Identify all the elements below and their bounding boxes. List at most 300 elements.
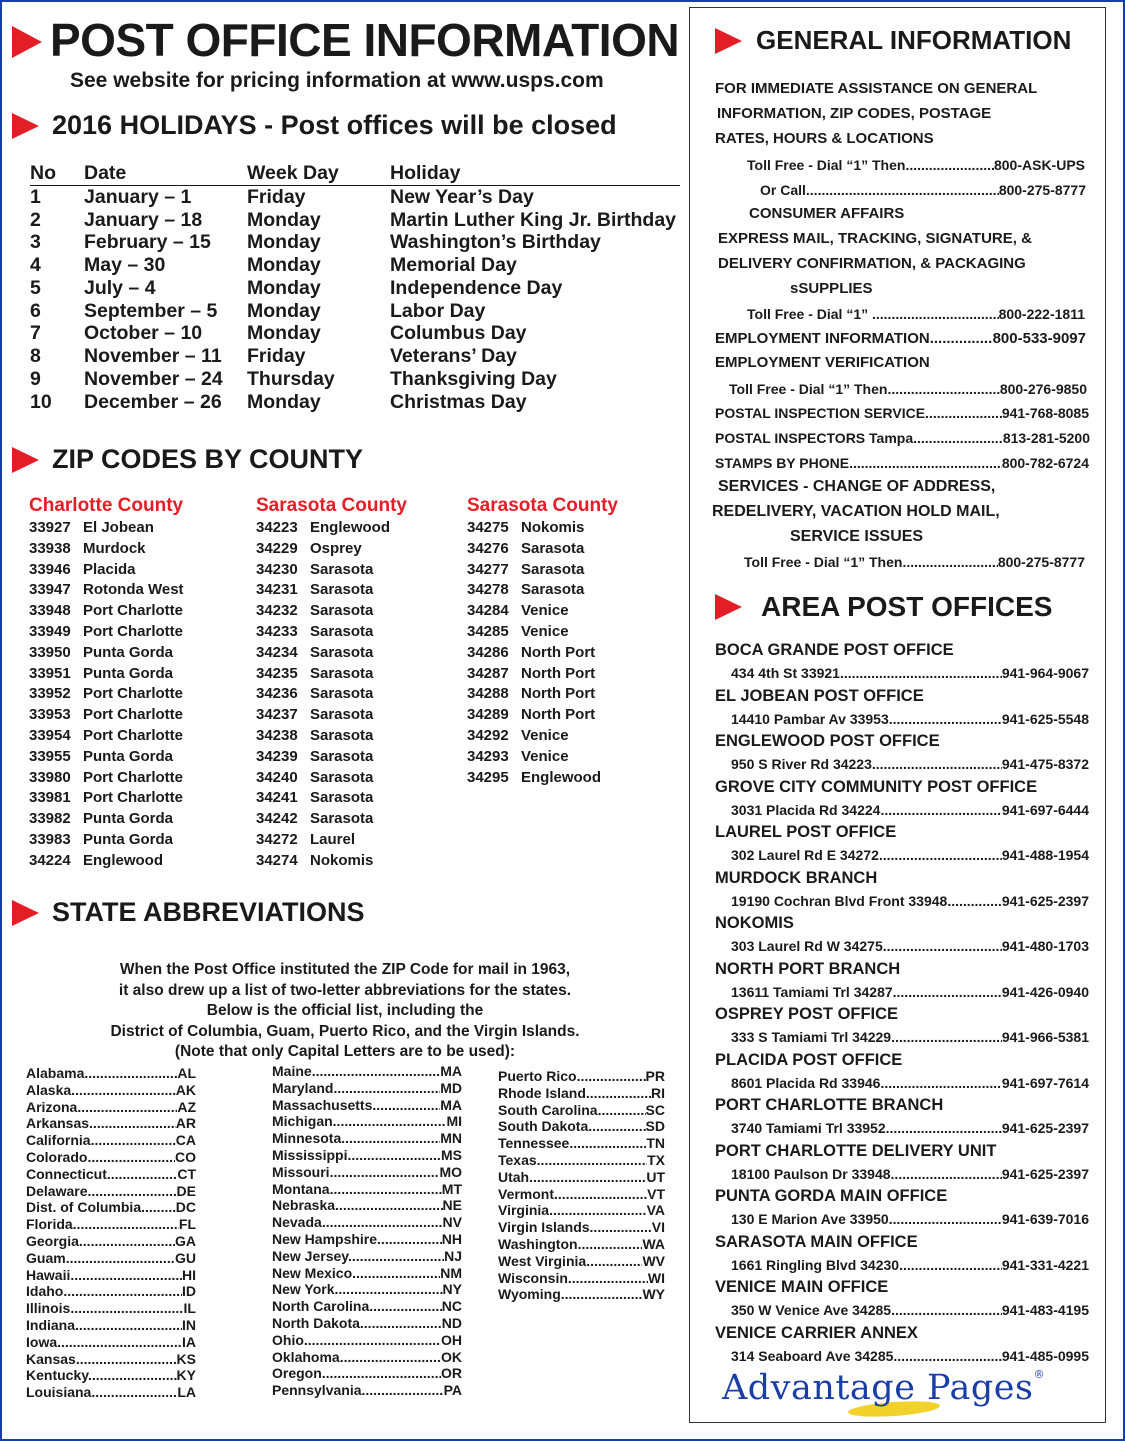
office-phone: 941-625-5548 bbox=[1001, 710, 1089, 727]
holiday-weekday: Friday bbox=[247, 345, 306, 368]
state-row bbox=[498, 1085, 665, 1102]
holiday-no: 2 bbox=[30, 208, 41, 231]
zip-city: Sarasota bbox=[310, 768, 374, 786]
state-name: Iowa ..... bbox=[26, 1334, 182, 1351]
holiday-name: Independence Day bbox=[390, 276, 563, 299]
state-name: Missouri ..... bbox=[272, 1164, 439, 1181]
office-name: GROVE CITY COMMUNITY POST OFFICE bbox=[715, 777, 1038, 796]
state-abbr: TX bbox=[647, 1151, 665, 1168]
holiday-no: 5 bbox=[30, 276, 41, 299]
registered-mark: ® bbox=[1033, 1368, 1045, 1381]
state-abbr: MN bbox=[440, 1130, 462, 1147]
state-name: Massachusetts ..... bbox=[272, 1097, 440, 1114]
zip-code: 33947 bbox=[29, 581, 71, 599]
state-name: Vermont ..... bbox=[498, 1186, 647, 1203]
zip-row bbox=[467, 706, 618, 727]
zip-code: 33951 bbox=[29, 664, 71, 682]
general-line: SERVICE ISSUES bbox=[790, 528, 924, 545]
state-abbr: AK bbox=[175, 1081, 196, 1098]
zip-city: Sarasota bbox=[521, 539, 585, 557]
state-abbr: WI bbox=[647, 1269, 665, 1286]
state-abbr: MS bbox=[441, 1146, 462, 1163]
zip-row bbox=[467, 623, 618, 644]
contact-number: 800-275-8777 bbox=[998, 182, 1086, 198]
office-name: SARASOTA MAIN OFFICE bbox=[715, 1232, 918, 1251]
office-name: NORTH PORT BRANCH bbox=[715, 959, 901, 978]
state-name: Utah ..... bbox=[498, 1169, 646, 1186]
zip-city: Sarasota bbox=[521, 581, 585, 599]
holiday-date: September – 5 bbox=[84, 299, 218, 322]
zip-code: 34277 bbox=[467, 560, 509, 578]
column-header: Holiday bbox=[390, 161, 461, 184]
general-line: EMPLOYMENT VERIFICATION bbox=[715, 354, 930, 371]
zip-city: Murdock bbox=[83, 539, 146, 557]
office-address-row bbox=[731, 1302, 1089, 1318]
zip-code: 34286 bbox=[467, 643, 509, 661]
state-name: Rhode Island ..... bbox=[498, 1085, 651, 1102]
state-name: North Carolina ..... bbox=[272, 1298, 442, 1315]
table-row bbox=[30, 209, 680, 232]
state-name: Hawaii ..... bbox=[26, 1267, 182, 1284]
state-row bbox=[272, 1164, 462, 1181]
state-abbr: RI bbox=[651, 1084, 665, 1101]
zip-row bbox=[467, 665, 618, 686]
contact-row bbox=[729, 381, 1087, 397]
zip-city: Sarasota bbox=[310, 789, 374, 807]
office-address: 1661 Ringling Blvd 34230 ..... bbox=[731, 1257, 1002, 1273]
office-address-row bbox=[731, 1120, 1089, 1136]
zip-code: 34229 bbox=[256, 539, 298, 557]
zip-code: 33946 bbox=[29, 560, 71, 578]
state-abbr: AL bbox=[177, 1065, 196, 1081]
holiday-no: 6 bbox=[30, 299, 41, 322]
state-abbr: HI bbox=[182, 1266, 196, 1283]
table-row bbox=[30, 300, 680, 323]
zip-city: Port Charlotte bbox=[83, 602, 184, 620]
state-abbr: SD bbox=[645, 1118, 665, 1135]
holiday-name: Martin Luther King Jr. Birthday bbox=[390, 208, 677, 231]
zip-code: 33949 bbox=[29, 622, 71, 640]
zip-code: 34233 bbox=[256, 622, 298, 640]
holiday-date: October – 10 bbox=[84, 322, 203, 345]
table-row bbox=[30, 254, 680, 277]
office-address: 19190 Cochran Blvd Front 33948 ..... bbox=[731, 893, 1002, 909]
state-row bbox=[26, 1384, 196, 1401]
state-abbr: FL bbox=[178, 1216, 196, 1233]
zip-code: 34223 bbox=[256, 519, 298, 536]
office-name: EL JOBEAN POST OFFICE bbox=[715, 686, 924, 705]
contact-label: EMPLOYMENT INFORMATION ..... bbox=[715, 330, 993, 347]
zip-row bbox=[256, 769, 407, 790]
state-name: Oklahoma ..... bbox=[272, 1349, 441, 1366]
office-address-row bbox=[731, 1029, 1089, 1045]
holiday-weekday: Monday bbox=[247, 390, 321, 413]
zip-code: 34241 bbox=[256, 789, 298, 807]
office-address-row bbox=[731, 1075, 1089, 1091]
zip-row bbox=[467, 519, 618, 540]
area-offices-heading: AREA POST OFFICES bbox=[761, 591, 1053, 622]
state-row bbox=[26, 1065, 196, 1082]
state-row bbox=[26, 1082, 196, 1099]
zip-city: Sarasota bbox=[310, 581, 374, 599]
red-arrow-icon bbox=[12, 113, 39, 139]
state-name: Indiana ..... bbox=[26, 1317, 182, 1334]
zip-city: Punta Gorda bbox=[83, 664, 174, 682]
office-address-row bbox=[731, 984, 1089, 1000]
zip-code: 34236 bbox=[256, 685, 298, 703]
holiday-weekday: Thursday bbox=[247, 368, 335, 391]
state-row bbox=[26, 1183, 196, 1200]
state-abbr: OH bbox=[441, 1331, 462, 1348]
state-row bbox=[272, 1231, 462, 1248]
table-row bbox=[30, 368, 680, 391]
contact-number: 800-222-1811 bbox=[998, 306, 1085, 322]
contact-row bbox=[715, 405, 1089, 421]
general-line: sSUPPLIES bbox=[790, 280, 873, 297]
zip-code: 34238 bbox=[256, 726, 298, 744]
office-phone: 941-625-2397 bbox=[1001, 1165, 1089, 1182]
state-row bbox=[498, 1169, 665, 1186]
page-subtitle: See website for pricing information at www.usps.com bbox=[70, 69, 604, 92]
zip-code: 33981 bbox=[29, 789, 71, 807]
state-row bbox=[498, 1102, 665, 1119]
general-line: RATES, HOURS & LOCATIONS bbox=[715, 130, 934, 147]
zip-row bbox=[467, 748, 618, 769]
state-row bbox=[498, 1286, 665, 1303]
holidays-heading: 2016 HOLIDAYS - Post offices will be closed bbox=[52, 110, 617, 140]
zip-row bbox=[29, 810, 184, 831]
state-abbr: MA bbox=[440, 1063, 462, 1079]
zip-city: Nokomis bbox=[521, 519, 585, 536]
zip-row bbox=[29, 748, 184, 769]
zip-code: 34292 bbox=[467, 726, 509, 744]
red-arrow-icon bbox=[715, 594, 742, 620]
contact-number: 800-782-6724 bbox=[1001, 455, 1089, 471]
state-name: Alaska ..... bbox=[26, 1082, 176, 1099]
office-address: 434 4th St 33921 ..... bbox=[731, 665, 1002, 681]
office-address-row bbox=[731, 665, 1089, 681]
holiday-weekday: Monday bbox=[247, 208, 321, 231]
state-row bbox=[26, 1132, 196, 1149]
state-name: California ..... bbox=[26, 1132, 176, 1149]
state-abbr: NE bbox=[442, 1197, 462, 1214]
zip-code: 34285 bbox=[467, 622, 509, 640]
state-row bbox=[498, 1219, 665, 1236]
holiday-weekday: Monday bbox=[247, 299, 321, 322]
state-abbr: VA bbox=[646, 1202, 665, 1219]
intro-line: (Note that only Capital Letters are to be used): bbox=[174, 1043, 516, 1060]
office-name: LAUREL POST OFFICE bbox=[715, 823, 897, 841]
state-name: Puerto Rico ..... bbox=[498, 1068, 646, 1085]
office-phone: 941-331-4221 bbox=[1001, 1256, 1089, 1273]
state-row bbox=[272, 1181, 462, 1198]
zip-row bbox=[256, 810, 407, 831]
zip-city: Venice bbox=[521, 602, 569, 620]
state-name: Wyoming ..... bbox=[498, 1286, 642, 1303]
zip-row bbox=[467, 727, 618, 748]
office-name: PORT CHARLOTTE DELIVERY UNIT bbox=[715, 1141, 997, 1160]
state-name: Georgia ..... bbox=[26, 1233, 175, 1250]
zip-city: El Jobean bbox=[83, 519, 154, 536]
office-address-row bbox=[731, 893, 1089, 909]
zip-city: Port Charlotte bbox=[83, 726, 184, 744]
office-name: MURDOCK BRANCH bbox=[715, 868, 878, 887]
state-row bbox=[26, 1334, 196, 1351]
state-row bbox=[272, 1063, 462, 1080]
office-phone: 941-639-7016 bbox=[1001, 1211, 1089, 1227]
office-name: ENGLEWOOD POST OFFICE bbox=[715, 732, 940, 750]
office-phone: 941-964-9067 bbox=[1001, 665, 1089, 681]
states-column-1 bbox=[26, 1065, 196, 1401]
holiday-date: February – 15 bbox=[84, 231, 211, 254]
zip-row bbox=[256, 831, 407, 852]
contact-row bbox=[715, 430, 1090, 446]
state-name: Florida ..... bbox=[26, 1216, 179, 1233]
state-row bbox=[26, 1283, 196, 1300]
state-abbr: NY bbox=[442, 1281, 462, 1298]
state-abbr: OR bbox=[441, 1365, 462, 1382]
zip-city: Englewood bbox=[310, 519, 390, 536]
zip-code: 34235 bbox=[256, 664, 298, 682]
office-name: PORT CHARLOTTE BRANCH bbox=[715, 1096, 944, 1114]
states-heading: STATE ABBREVIATIONS bbox=[52, 897, 365, 927]
table-row bbox=[30, 391, 680, 414]
state-row bbox=[272, 1298, 462, 1315]
office-phone: 941-480-1703 bbox=[1001, 938, 1089, 954]
contact-number: 800-276-9850 bbox=[999, 381, 1087, 397]
state-name: Washington ..... bbox=[498, 1236, 642, 1253]
holiday-name: Memorial Day bbox=[390, 254, 517, 277]
holiday-name: Veterans’ Day bbox=[390, 345, 517, 368]
county-name: Sarasota County bbox=[467, 495, 618, 516]
state-name: Guam ..... bbox=[26, 1250, 175, 1267]
zip-row bbox=[256, 644, 407, 665]
zip-row bbox=[29, 727, 184, 748]
office-address: 314 Seaboard Ave 34285 ..... bbox=[731, 1348, 1002, 1364]
state-row bbox=[26, 1166, 196, 1183]
general-line: SERVICES - CHANGE OF ADDRESS, bbox=[718, 478, 996, 495]
zip-code: 34230 bbox=[256, 560, 298, 578]
holiday-no: 7 bbox=[30, 322, 41, 345]
office-address: 333 S Tamiami Trl 34229 ..... bbox=[731, 1029, 1002, 1045]
state-name: New Mexico ..... bbox=[272, 1265, 440, 1282]
contact-number: 800-533-9097 bbox=[992, 330, 1086, 347]
state-name: Kentucky ..... bbox=[26, 1367, 177, 1384]
state-name: South Carolina ..... bbox=[498, 1102, 646, 1119]
zip-city: Port Charlotte bbox=[83, 768, 184, 786]
zip-code: 34274 bbox=[256, 851, 298, 869]
office-address: 3031 Placida Rd 34224 ..... bbox=[731, 802, 1002, 818]
office-address: 302 Laurel Rd E 34272 ..... bbox=[731, 847, 1002, 863]
office-name: VENICE CARRIER ANNEX bbox=[715, 1323, 918, 1342]
contact-label: Toll Free - Dial “1” Then ..... bbox=[744, 554, 998, 570]
holidays-table bbox=[30, 162, 680, 414]
zip-row bbox=[467, 561, 618, 582]
zip-city: Sarasota bbox=[310, 560, 374, 578]
zip-code: 34275 bbox=[467, 519, 509, 536]
state-abbr: ID bbox=[182, 1283, 196, 1300]
holiday-weekday: Monday bbox=[247, 231, 321, 254]
intro-line: When the Post Office instituted the ZIP Code for mail in 1963, bbox=[119, 961, 571, 978]
state-row bbox=[26, 1317, 196, 1334]
zip-row bbox=[256, 665, 407, 686]
state-abbr: NH bbox=[441, 1230, 462, 1247]
state-abbr: MA bbox=[440, 1096, 462, 1113]
office-name: PUNTA GORDA MAIN OFFICE bbox=[715, 1187, 948, 1205]
holiday-no: 1 bbox=[30, 185, 41, 208]
holiday-no: 4 bbox=[30, 254, 41, 277]
office-address-row bbox=[731, 847, 1089, 863]
holiday-date: November – 24 bbox=[84, 368, 223, 391]
state-row bbox=[498, 1270, 665, 1287]
holiday-name: Labor Day bbox=[390, 299, 486, 322]
zip-row bbox=[467, 685, 618, 706]
contact-row bbox=[744, 554, 1085, 570]
office-address-row bbox=[731, 802, 1089, 818]
office-phone: 941-966-5381 bbox=[1001, 1029, 1089, 1045]
zip-code: 33950 bbox=[29, 643, 71, 661]
zip-city: Sarasota bbox=[310, 810, 374, 828]
state-row bbox=[272, 1315, 462, 1332]
state-abbr: PA bbox=[443, 1382, 462, 1399]
state-row bbox=[498, 1068, 665, 1085]
state-name: Pennsylvania ..... bbox=[272, 1382, 444, 1399]
state-row bbox=[498, 1236, 665, 1253]
office-phone: 941-625-2397 bbox=[1001, 892, 1089, 909]
office-address: 13611 Tamiami Trl 34287 ..... bbox=[731, 984, 1002, 1000]
zip-city: Sarasota bbox=[310, 602, 374, 620]
red-arrow-icon bbox=[12, 447, 39, 473]
contact-label: Or Call ..... bbox=[760, 182, 999, 198]
zip-code: 34288 bbox=[467, 685, 509, 703]
state-row bbox=[26, 1351, 196, 1368]
state-row bbox=[26, 1267, 196, 1284]
red-arrow-icon bbox=[715, 28, 742, 54]
contact-number: 941-768-8085 bbox=[1001, 405, 1089, 421]
state-row bbox=[272, 1097, 462, 1114]
state-row bbox=[272, 1332, 462, 1349]
state-name: Nevada ..... bbox=[272, 1214, 443, 1231]
zip-city: Port Charlotte bbox=[83, 685, 184, 703]
zip-row bbox=[29, 852, 184, 873]
table-row bbox=[30, 231, 680, 254]
zip-city: Sarasota bbox=[310, 622, 374, 640]
state-row bbox=[272, 1130, 462, 1147]
state-abbr: AR bbox=[175, 1115, 196, 1132]
state-name: Arkansas ..... bbox=[26, 1115, 176, 1132]
office-address-row bbox=[731, 1257, 1089, 1273]
state-abbr: NJ bbox=[444, 1247, 462, 1264]
zip-city: Venice bbox=[521, 622, 569, 640]
zip-city: Venice bbox=[521, 747, 569, 765]
state-row bbox=[498, 1186, 665, 1203]
zip-city: Punta Gorda bbox=[83, 643, 174, 661]
state-row bbox=[26, 1216, 196, 1233]
states-column-2 bbox=[272, 1063, 462, 1399]
office-phone: 941-483-4195 bbox=[1001, 1302, 1089, 1318]
office-address: 8601 Placida Rd 33946 ..... bbox=[731, 1075, 1002, 1091]
red-arrow-icon bbox=[12, 900, 39, 926]
state-name: Arizona ..... bbox=[26, 1099, 177, 1116]
state-name: Illinois ..... bbox=[26, 1300, 184, 1317]
table-row bbox=[30, 277, 680, 300]
zip-row bbox=[256, 581, 407, 602]
general-line: FOR IMMEDIATE ASSISTANCE ON GENERAL bbox=[715, 80, 1038, 97]
zip-code: 33980 bbox=[29, 768, 71, 786]
state-abbr: DE bbox=[176, 1182, 196, 1199]
state-abbr: MI bbox=[446, 1113, 462, 1130]
office-address-row bbox=[731, 1348, 1089, 1364]
zip-code: 34295 bbox=[467, 768, 509, 786]
holiday-date: November – 11 bbox=[84, 345, 222, 368]
state-abbr: WV bbox=[642, 1252, 665, 1269]
state-row bbox=[498, 1253, 665, 1270]
zip-code: 33955 bbox=[29, 747, 71, 765]
state-row bbox=[26, 1099, 196, 1116]
zip-code: 33983 bbox=[29, 830, 71, 848]
holiday-no: 9 bbox=[30, 368, 41, 391]
zip-code: 34293 bbox=[467, 747, 509, 765]
state-name: Minnesota ..... bbox=[272, 1130, 440, 1147]
state-row bbox=[272, 1147, 462, 1164]
state-name: Idaho ..... bbox=[26, 1283, 182, 1300]
intro-line: it also drew up a list of two-letter abbreviations for the states. bbox=[118, 981, 572, 999]
zip-city: Sarasota bbox=[310, 685, 374, 703]
state-row bbox=[26, 1250, 196, 1267]
contact-row bbox=[715, 455, 1089, 471]
state-row bbox=[26, 1367, 196, 1384]
office-address: 130 E Marion Ave 33950 ..... bbox=[731, 1211, 1002, 1227]
zip-city: Osprey bbox=[310, 539, 362, 557]
zip-row bbox=[29, 644, 184, 665]
state-abbr: CO bbox=[175, 1148, 196, 1165]
state-row bbox=[272, 1080, 462, 1097]
zip-code: 33938 bbox=[29, 539, 71, 557]
office-address-row bbox=[731, 938, 1089, 954]
zip-row bbox=[29, 581, 184, 602]
logo-text: Advantage Pages bbox=[722, 1368, 1034, 1408]
zip-row bbox=[29, 561, 184, 582]
office-phone: 941-485-0995 bbox=[1001, 1347, 1089, 1364]
zip-row bbox=[256, 727, 407, 748]
zip-city: Port Charlotte bbox=[83, 789, 184, 807]
zip-city: Venice bbox=[521, 726, 569, 744]
state-abbr: AZ bbox=[177, 1098, 196, 1115]
zip-city: Sarasota bbox=[310, 664, 374, 682]
office-address: 18100 Paulson Dr 33948 ..... bbox=[731, 1166, 1002, 1182]
office-address-row bbox=[731, 1211, 1089, 1227]
contact-label: Toll Free - Dial “1” Then ..... bbox=[729, 381, 1000, 397]
zip-city: Englewood bbox=[521, 768, 601, 786]
state-row bbox=[26, 1300, 196, 1317]
office-address-row bbox=[731, 756, 1089, 772]
state-row bbox=[272, 1349, 462, 1366]
state-abbr: ND bbox=[441, 1314, 462, 1331]
zip-city: Englewood bbox=[83, 851, 163, 869]
zip-code: 34234 bbox=[256, 643, 298, 661]
county-name: Charlotte County bbox=[29, 495, 184, 516]
state-name: Kansas ..... bbox=[26, 1351, 177, 1368]
contact-row bbox=[715, 330, 1086, 347]
office-phone: 941-697-7614 bbox=[1001, 1074, 1089, 1091]
table-row bbox=[30, 186, 680, 209]
office-phone: 941-625-2397 bbox=[1001, 1120, 1089, 1136]
contact-label: POSTAL INSPECTION SERVICE ..... bbox=[715, 405, 1002, 421]
zip-row bbox=[29, 769, 184, 790]
state-abbr: IA bbox=[182, 1333, 196, 1350]
state-abbr: MT bbox=[441, 1180, 462, 1197]
office-address: 950 S River Rd 34223 ..... bbox=[731, 756, 1002, 772]
